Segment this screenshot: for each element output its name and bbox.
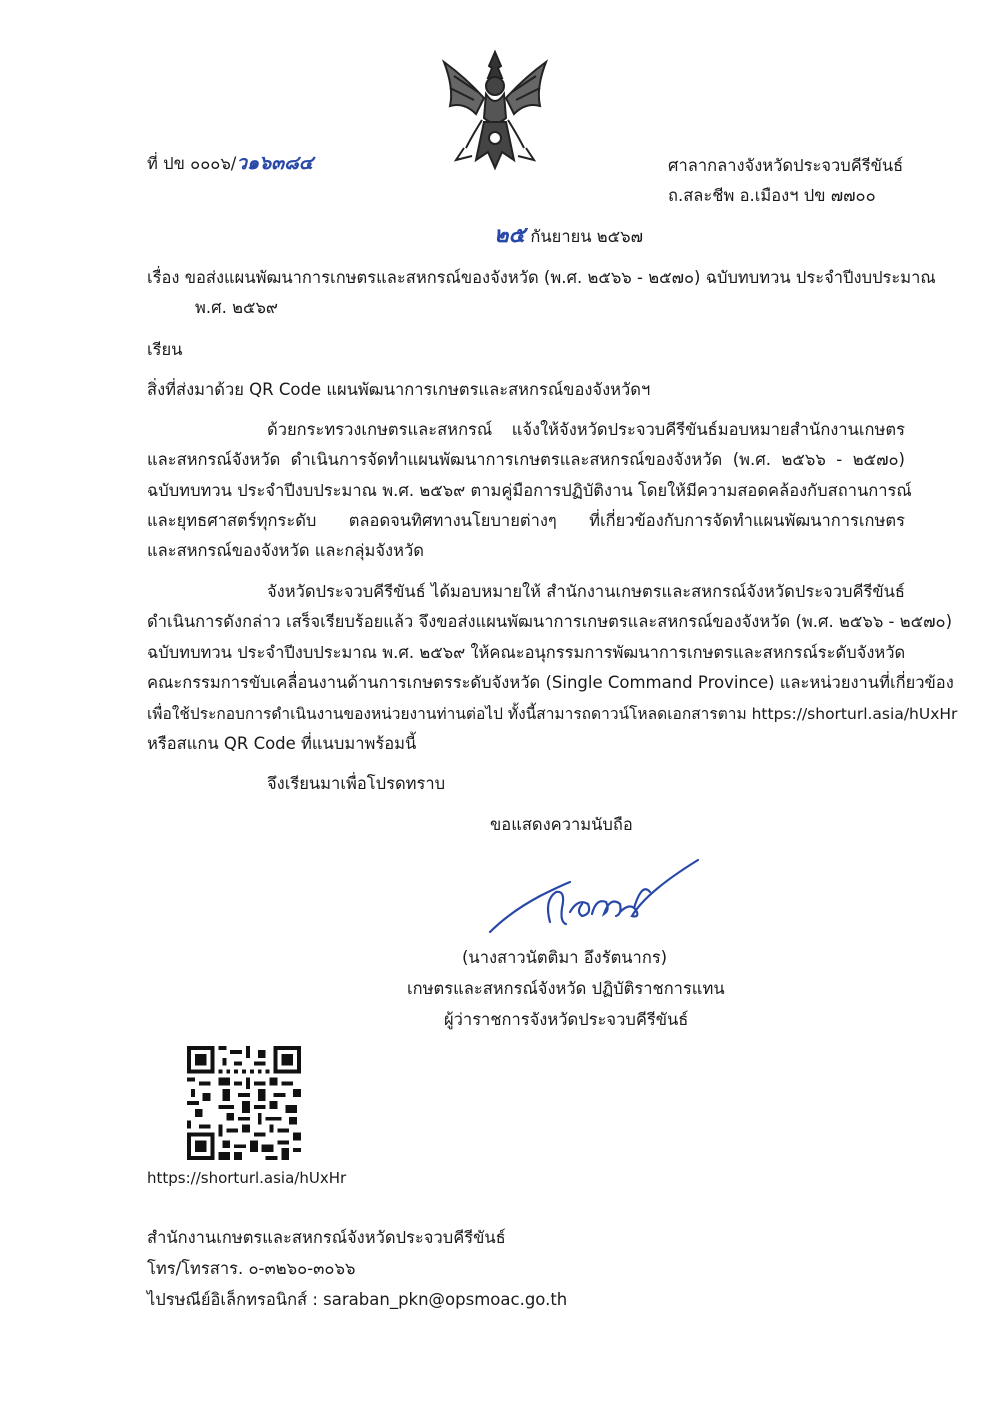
subject-line2: พ.ศ. ๒๕๖๙ [195, 298, 279, 317]
para2-line: หรือสแกน QR Code ที่แนบมาพร้อมนี้ [147, 734, 417, 753]
salutation: เรียน [147, 340, 183, 359]
para2-line: เพื่อใช้ประกอบการดำเนินงานของหน่วยงานท่านต่อไป ทั้งนี้สามารถดาวน์โหลดเอกสารตาม https://shorturl.asia/hUxHr [147, 705, 958, 723]
para2-line: ดำเนินการดังกล่าว เสร็จเรียบร้อยแล้ว จึงขอส่งแผนพัฒนาการเกษตรและสหกรณ์ของจังหวัด (พ.ศ. ๒๕๖๖ - ๒๕๗๐) [147, 612, 953, 631]
handwritten-signature-icon [470, 852, 710, 942]
letter-date [494, 223, 644, 248]
para1-line: และสหกรณ์จังหวัด ดำเนินการจัดทำแผนพัฒนาการเกษตรและสหกรณ์ของจังหวัด (พ.ศ. ๒๕๖๖ - ๒๕๗๐) [147, 450, 905, 469]
signer-title-line2: ผู้ว่าราชการจังหวัดประจวบคีรีขันธ์ [444, 1010, 689, 1029]
garuda-emblem-icon [436, 48, 554, 172]
subject-line1: เรื่อง ขอส่งแผนพัฒนาการเกษตรและสหกรณ์ของจังหวัด (พ.ศ. ๒๕๖๖ - ๒๕๗๐) ฉบับทบทวน ประจำปีงบประมาณ [147, 268, 936, 287]
footer-office: สำนักงานเกษตรและสหกรณ์จังหวัดประจวบคีรีขันธ์ [147, 1228, 506, 1247]
para2-line: ฉบับทบทวน ประจำปีงบประมาณ พ.ศ. ๒๕๖๙ ให้คณะอนุกรรมการพัฒนาการเกษตรและสหกรณ์ระดับจังหวัด [147, 643, 906, 662]
para2-line: จังหวัดประจวบคีรีขันธ์ ได้มอบหมายให้ สำนักงานเกษตรและสหกรณ์จังหวัดประจวบคีรีขันธ์ [267, 582, 905, 601]
signer-name: (นางสาวนัตติมา อึงรัตนากร) [462, 948, 668, 967]
closing-request: จึงเรียนมาเพื่อโปรดทราบ [267, 774, 446, 793]
para1-line: ด้วยกระทรวงเกษตรและสหกรณ์ แจ้งให้จังหวัดประจวบคีรีขันธ์มอบหมายสำนักงานเกษตร [267, 420, 905, 439]
para1-line: และยุทธศาสตร์ทุกระดับ ตลอดจนทิศทางนโยบายต่างๆ ที่เกี่ยวข้องกับการจัดทำแผนพัฒนาการเกษตร [147, 511, 905, 530]
para2-line: คณะกรรมการขับเคลื่อนงานด้านการเกษตรระดับจังหวัด (Single Command Province) และหน่วยงานที่เกี่ยวข้อง [147, 673, 954, 692]
qr-caption-url: https://shorturl.asia/hUxHr [147, 1169, 347, 1187]
footer-email: ไปรษณีย์อิเล็กทรอนิกส์ : saraban_pkn@opsmoac.go.th [147, 1290, 568, 1309]
sender-office-line2: ถ.สละชีพ อ.เมืองฯ ปข ๗๗๐๐ [668, 186, 876, 205]
reference-handwritten-number: ว๑๖๓๘๔ [236, 152, 314, 174]
reference-number [147, 153, 313, 174]
para1-line: และสหกรณ์ของจังหวัด และกลุ่มจังหวัด [147, 541, 424, 560]
date-day-handwritten: ๒๕ [494, 223, 526, 248]
footer-phone: โทร/โทรสาร. ๐-๓๒๖๐-๓๐๖๖ [147, 1259, 356, 1278]
qr-code-icon [187, 1046, 301, 1160]
closing-phrase: ขอแสดงความนับถือ [490, 815, 633, 834]
para1-line: ฉบับทบทวน ประจำปีงบประมาณ พ.ศ. ๒๕๖๙ ตามคู่มือการปฏิบัติงาน โดยให้มีความสอดคล้องกับสถานการณ์ [147, 481, 912, 500]
sender-office-line1: ศาลากลางจังหวัดประจวบคีรีขันธ์ [668, 156, 904, 175]
reference-prefix: ที่ ปข ๐๐๐๖/ [147, 154, 237, 173]
signer-title-line1: เกษตรและสหกรณ์จังหวัด ปฏิบัติราชการแทน [407, 979, 725, 998]
date-month-year: กันยายน ๒๕๖๗ [530, 227, 644, 246]
enclosure-line: สิ่งที่ส่งมาด้วย QR Code แผนพัฒนาการเกษตรและสหกรณ์ของจังหวัดฯ [147, 380, 651, 399]
